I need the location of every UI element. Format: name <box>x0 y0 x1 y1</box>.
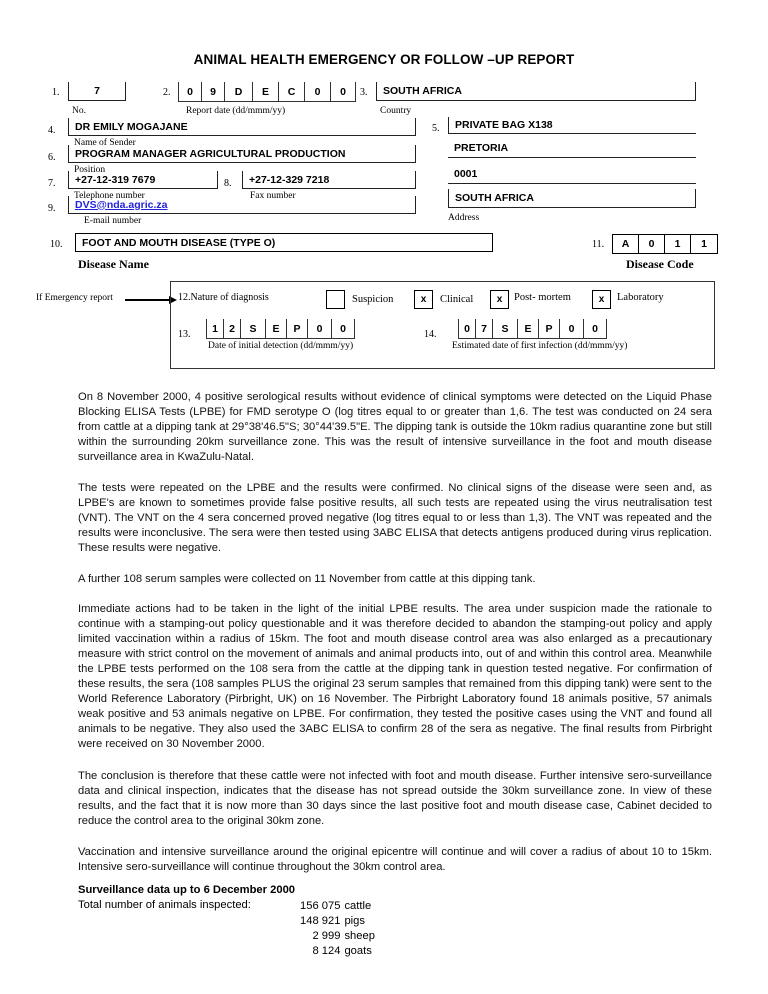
date-cell[interactable]: S <box>240 319 265 339</box>
field-14-first-infection-date[interactable] <box>458 319 607 339</box>
code-cell[interactable]: 1 <box>701 238 707 250</box>
field-8-fax-input[interactable]: +27-12-329 7218 <box>242 171 416 189</box>
surveillance-count: 156 075 <box>300 900 341 912</box>
date-cell[interactable]: 0 <box>304 82 330 102</box>
field-1-no-input[interactable]: 7 <box>68 82 126 101</box>
field-5-number: 5. <box>432 123 440 134</box>
field-2-caption: Report date (dd/mmm/yy) <box>186 106 286 116</box>
surveillance-animal: goats <box>344 945 372 958</box>
field-14-number: 14. <box>424 329 437 340</box>
date-cell[interactable]: 7 <box>475 319 492 339</box>
report-paragraph-3: A further 108 serum samples were collected on 11 November from cattle at this dipping tank. <box>78 573 536 585</box>
date-cell[interactable]: P <box>538 319 559 339</box>
checkbox-laboratory[interactable]: x <box>592 290 611 309</box>
field-6-position-input[interactable]: PROGRAM MANAGER AGRICULTURAL PRODUCTION <box>68 145 416 163</box>
field-13-caption: Date of initial detection (dd/mmm/yy) <box>208 341 354 351</box>
field-9-number: 9. <box>48 203 56 214</box>
date-cell[interactable]: 2 <box>223 319 240 339</box>
field-6-caption: Position <box>74 165 106 175</box>
code-cell[interactable]: 1 <box>665 235 691 253</box>
field-13-initial-detection-date[interactable] <box>206 319 355 339</box>
field-1-number: 1. <box>52 87 60 98</box>
surveillance-count: 148 921 <box>300 915 341 928</box>
field-9-caption: E-mail number <box>84 216 142 226</box>
field-5-address-line-2[interactable]: PRETORIA <box>448 138 696 158</box>
field-8-number: 8. <box>224 178 232 189</box>
page-title: ANIMAL HEALTH EMERGENCY OR FOLLOW –UP REPORT <box>193 52 575 67</box>
date-cell[interactable]: 1 <box>206 319 223 339</box>
date-cell[interactable]: 9 <box>201 82 224 102</box>
checkbox-label-suspicion: Suspicion <box>352 294 394 305</box>
table-row <box>300 929 375 944</box>
date-cell[interactable]: 0 <box>307 319 331 339</box>
surveillance-animal: sheep <box>344 930 375 943</box>
date-cell[interactable]: S <box>492 319 517 339</box>
field-11-disease-code[interactable] <box>612 234 718 254</box>
date-cell[interactable]: E <box>265 319 286 339</box>
date-cell[interactable]: C <box>278 82 304 102</box>
report-paragraph-5: The conclusion is therefore that these cattle were not infected with foot and mouth disease. Further intensive sero-surveillance data and clinical inspection, indicates that the disease has not spread outside the 30km surveillance zone. In view of these results, and the fact that it is now more than 30 days since the last positive foot and mouth disease case, Cabinet decided to reduce the control area to the original 30km zone. <box>78 770 712 828</box>
checkbox-suspicion[interactable] <box>326 290 345 309</box>
surveillance-table <box>300 899 375 959</box>
date-cell[interactable]: 0 <box>583 319 607 339</box>
field-10-disease-name-input[interactable]: FOOT AND MOUTH DISEASE (TYPE O) <box>75 233 493 252</box>
table-row <box>300 944 375 959</box>
date-cell[interactable]: E <box>517 319 538 339</box>
field-8-caption: Fax number <box>250 191 296 201</box>
field-7-telephone-input[interactable]: +27-12-319 7679 <box>68 171 218 189</box>
emergency-report-note: If Emergency report <box>36 293 113 303</box>
checkbox-clinical[interactable]: x <box>414 290 433 309</box>
surveillance-count: 8 124 <box>312 945 341 958</box>
date-cell[interactable]: E <box>252 82 278 102</box>
checkbox-post-mortem[interactable]: x <box>490 290 509 309</box>
field-2-number: 2. <box>163 87 171 98</box>
field-4-caption: Name of Sender <box>74 138 136 148</box>
surveillance-title: Surveillance data up to 6 December 2000 <box>78 884 296 896</box>
field-7-number: 7. <box>48 178 56 189</box>
field-11-caption: Disease Code <box>626 257 694 271</box>
field-5-address-line-1[interactable]: PRIVATE BAG X138 <box>448 117 696 134</box>
field-6-number: 6. <box>48 152 56 163</box>
report-paragraph-2: The tests were repeated on the LPBE and the results were confirmed. No clinical signs of the disease were seen and, as LPBE's are known to sometimes provide false positive results, all such tests are repeated using the virus neutralisation test (VNT). The VNT on the 4 sera concerned proved negative (log titres equal to or less than 1,3). The VNT was repeated and the results were inconclusive. The sera were then tested using 3ABC ELISA that detects antigens produced during virus replication. These results were negative. <box>78 482 712 555</box>
surveillance-animal: pigs <box>344 915 365 928</box>
code-cell[interactable]: 0 <box>639 235 665 253</box>
field-10-caption: Disease Name <box>78 257 149 271</box>
field-14-caption: Estimated date of first infection (dd/mmm/yy) <box>452 341 628 351</box>
table-row <box>300 914 375 929</box>
field-3-number: 3. <box>360 87 368 98</box>
field-5-caption: Address <box>448 213 480 223</box>
date-cell[interactable]: 0 <box>178 82 201 102</box>
report-paragraph-1: On 8 November 2000, 4 positive serological results without evidence of clinical symptoms were detected on the Liquid Phase Blocking ELISA Tests (LPBE) for FMD serotype O (log titres equal to or greater than 1,6. The test was conducted on 24 sera from cattle at a dipping tank at 29°38'46.5"S; 30°44'39.5"E. The dipping tank is outside the 10km radius quarantine zone but still within the surrounding 20km surveillance zone. This was the result of intensive surveillance in the foot and mouth disease surveillance area in KwaZulu-Natal. <box>78 391 712 464</box>
checkbox-label-laboratory: Laboratory <box>617 292 664 303</box>
date-cell[interactable]: 0 <box>331 319 355 339</box>
field-11-number: 11. <box>592 239 605 250</box>
code-cell[interactable]: A <box>613 235 639 253</box>
field-13-number: 13. <box>178 329 191 340</box>
checkbox-label-clinical: Clinical <box>440 294 474 305</box>
field-5-address-line-4[interactable]: SOUTH AFRICA <box>448 189 696 208</box>
date-cell[interactable]: D <box>224 82 252 102</box>
field-12-label: 12.Nature of diagnosis <box>178 292 269 303</box>
surveillance-animal: cattle <box>344 900 372 912</box>
field-4-sender-input[interactable]: DR EMILY MOGAJANE <box>68 118 416 136</box>
email-link[interactable]: DVS@nda.agric.za <box>75 198 168 211</box>
table-row <box>300 899 375 914</box>
field-3-country-input[interactable]: SOUTH AFRICA <box>376 82 696 101</box>
date-cell[interactable]: 0 <box>330 82 356 102</box>
surveillance-label: Total number of animals inspected: <box>78 899 251 911</box>
checkbox-label-post-mortem: Post- mortem <box>514 292 571 303</box>
report-paragraph-6: Vaccination and intensive surveillance around the original epicentre will continue and will cover a radius of about 10 to 15km. Intensive sero-surveillance will continue throughout the 30km control area. <box>78 846 712 874</box>
field-2-report-date[interactable] <box>178 82 356 102</box>
field-9-email-input[interactable] <box>68 196 416 214</box>
date-cell[interactable]: 0 <box>458 319 475 339</box>
surveillance-count: 2 999 <box>312 930 341 943</box>
date-cell[interactable]: P <box>286 319 307 339</box>
field-4-number: 4. <box>48 125 56 136</box>
field-10-number: 10. <box>50 239 63 250</box>
date-cell[interactable]: 0 <box>559 319 583 339</box>
field-5-address-line-3[interactable]: 0001 <box>448 164 696 184</box>
field-3-caption: Country <box>380 106 412 116</box>
field-1-caption: No. <box>72 106 86 116</box>
field-7-caption: Telephone number <box>74 191 145 201</box>
report-paragraph-4: Immediate actions had to be taken in the light of the initial LPBE results. The area under suspicion made the rationale to continue with a stamping-out policy questionable and it was therefore decided to abandon the stamping-out policy and apply limited vaccination within a radius of 15km. The foot and mouth disease control area was also enlarged as a precautionary measure with strict control on the movement of animals and animal products into, out of and within this control area. Meanwhile the LPBE tests performed on the 108 sera from the cattle at the dipping tank in question tested negative. For confirmation of these results, the sera (108 samples PLUS the original 23 serum samples that remained from this dipping tank) were sent to the World Reference Laboratory (Pirbright, UK) on 16 November. The Pirbright Laboratory found 18 animals positive, 57 animals weak positive and 53 animals negative on LPBE. For confirmation, they tested the positive cases using the VNT and found all animals to be negative. They also used the 3ABC ELISA to confirm 28 of the sera as negative. The final results from Pirbright were received on 30 November 2000. <box>78 603 712 751</box>
